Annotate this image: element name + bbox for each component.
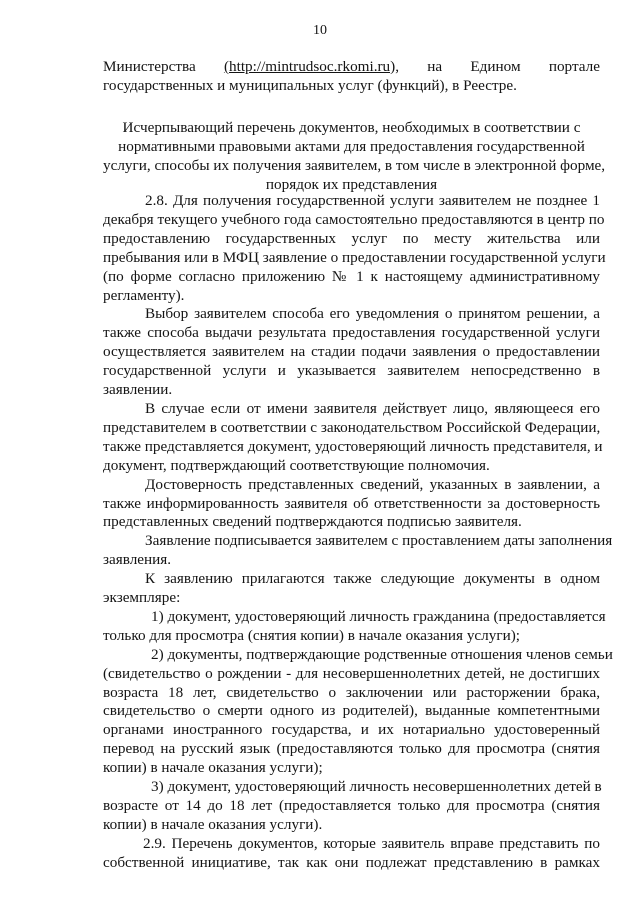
intro-word: на xyxy=(427,58,443,75)
body-line: (по форме согласно приложению № 1 к настоящему административному xyxy=(103,267,600,285)
body-line: экземпляре: xyxy=(103,589,181,607)
body-line: органами иностранного государства, и их нотариально удостоверенный xyxy=(103,721,600,739)
body-line: заявления. xyxy=(103,551,172,569)
heading-line: порядок их представления xyxy=(265,175,438,193)
body-line: Достоверность представленных сведений, указанных в заявлении, а xyxy=(145,475,600,493)
body-line: свидетельство о смерти одного из родителей), выданные компетентными xyxy=(103,702,600,720)
body-line: государственной услуги и указывается заявителем непосредственно в xyxy=(103,362,600,380)
ministry-link[interactable]: (http://mintrudsoc.rkomi.ru), xyxy=(223,58,400,75)
body-line: предоставлению государственных услуг по месту жительства или xyxy=(103,229,600,247)
section-heading xyxy=(103,119,606,195)
body-line: заявлении. xyxy=(103,381,173,399)
body-line: 2) документы, подтверждающие родственные отношения членов семьи xyxy=(151,645,613,663)
body-line: Выбор заявителем способа его уведомления о принятом решении, а xyxy=(145,305,600,323)
body-line: осуществляется заявителем на стадии подачи заявления о предоставлении xyxy=(103,343,600,361)
body-line: К заявлению прилагаются также следующие документы в одном xyxy=(145,570,600,588)
intro-word: портале xyxy=(548,58,600,75)
body-line: копии) в начале оказания услуги). xyxy=(103,815,323,833)
body-line: В случае если от имени заявителя действует лицо, являющееся его xyxy=(145,399,600,417)
body-line: 3) документ, удостоверяющий личность несовершеннолетних детей в xyxy=(151,778,602,796)
intro-line-1 xyxy=(103,58,600,77)
body-line: 2.9. Перечень документов, которые заявитель вправе представить по xyxy=(143,834,600,852)
body-text xyxy=(103,192,613,873)
body-line: регламенту). xyxy=(103,286,185,304)
body-line: также способа выдачи результата предоставления государственной услуги xyxy=(103,324,600,342)
heading-line: нормативными правовыми актами для предоставления государственной xyxy=(118,137,585,155)
body-line: декабря текущего учебного года самостоятельно предоставляются в центр по xyxy=(103,210,605,228)
heading-line: Исчерпывающий перечень документов, необходимых в соответствии с xyxy=(122,119,581,136)
body-line: собственной инициативе, так как они подлежат представлению в рамках xyxy=(103,853,600,871)
body-line: Заявление подписывается заявителем с проставлением даты заполнения xyxy=(145,532,613,550)
heading-line: услуги, способы их получения заявителем, в том числе в электронной форме, xyxy=(103,156,606,174)
body-line: пребывания или в МФЦ заявление о предоставлении государственной услуги xyxy=(103,248,606,266)
body-line: 1) документ, удостоверяющий личность гражданина (предоставляется xyxy=(151,607,606,625)
body-line: также информированность заявителя об ответственности за достоверность xyxy=(103,494,600,512)
body-line: 2.8. Для получения государственной услуги заявителем не позднее 1 xyxy=(145,192,600,209)
intro-word: Едином xyxy=(470,58,521,75)
intro-paragraph xyxy=(103,58,600,96)
page-number: 10 xyxy=(313,23,327,38)
body-line: копии) в начале оказания услуги); xyxy=(103,759,323,777)
body-line: возрасте от 14 до 18 лет (предоставляется только для просмотра (снятия xyxy=(103,797,600,814)
body-line: представленных сведений подтверждаются подписью заявителя. xyxy=(103,513,522,531)
body-line: только для просмотра (снятия копии) в начале оказания услуги); xyxy=(103,626,520,644)
body-line: документ, подтверждающий соответствующие полномочия. xyxy=(103,456,490,474)
intro-line-2: государственных и муниципальных услуг (функций), в Реестре. xyxy=(103,76,517,94)
body-line: перевод на русский язык (предоставляются только для просмотра (снятия xyxy=(103,740,600,758)
body-line: представителем в соответствии с законодательством Российской Федерации, xyxy=(103,418,601,436)
body-line: также представляется документ, удостоверяющий личность представителя, и xyxy=(103,437,603,455)
intro-word: Министерства xyxy=(103,58,196,75)
body-line: (свидетельство о рождении - для несовершеннолетних детей, не достигших xyxy=(103,664,600,682)
body-line: возраста 18 лет, свидетельство о заключении или расторжении брака, xyxy=(103,683,600,701)
